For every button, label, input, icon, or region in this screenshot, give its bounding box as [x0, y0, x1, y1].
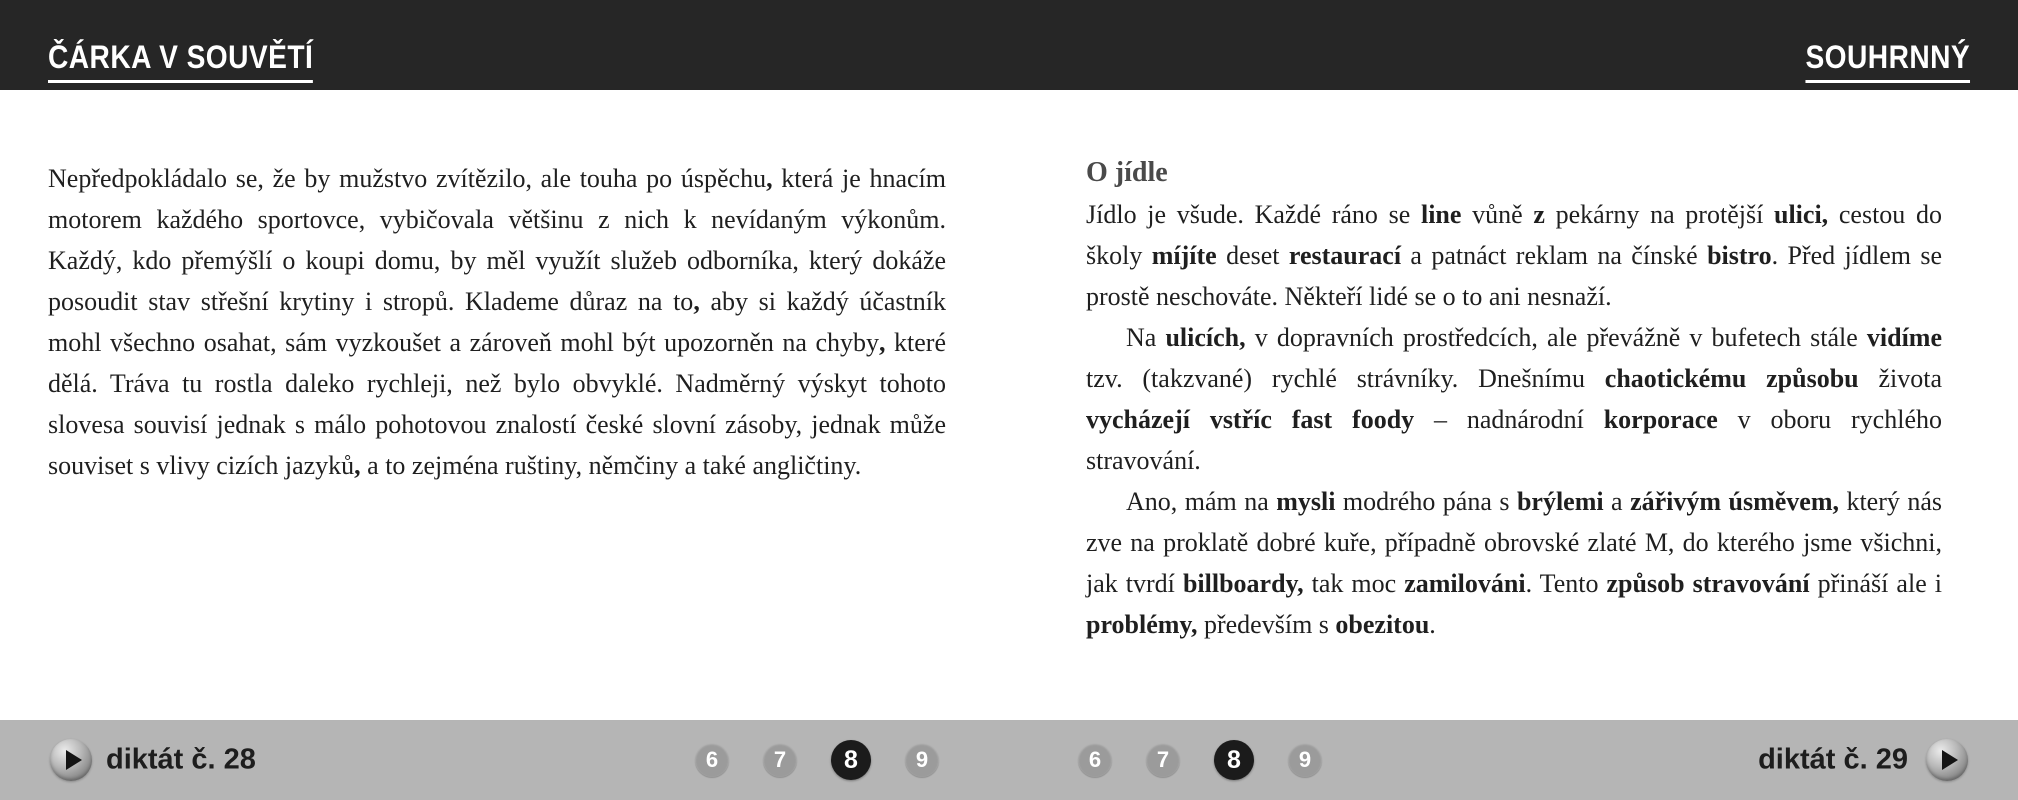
header-left-title: ČÁRKA V SOUVĚTÍ	[48, 39, 313, 83]
play-icon	[1942, 750, 1958, 770]
play-button-left[interactable]	[50, 739, 92, 781]
page-button-6[interactable]: 6	[695, 743, 729, 777]
diktat-label-left: diktát č. 28	[106, 743, 256, 776]
footer-bar	[0, 720, 2018, 800]
right-page-text	[1086, 152, 1942, 645]
left-page-paragraph: Nepředpokládalo se, že by mužstvo zvítězilo, ale touha po úspěchu, která je hnacím motorem každého sportovce, vybičovala většinu z nich k nevídaným výkonům. Každý, kdo přemýšlí o koupi domu, by měl využít služeb odborníka, který dokáže posoudit stav střešní krytiny i stropů. Klademe důraz na to, aby si každý účastník mohl všechno osahat, sám vyzkoušet a zároveň mohl být upozorněn na chyby, které dělá. Tráva tu rostla daleko rychleji, než bylo obvyklé. Nadměrný výskyt tohoto slovesa souvisí jednak s málo pohotovou znalostí české slovní zásoby, jednak může souviset s vlivy cizích jazyků, a to zejména ruštiny, němčiny a také angličtiny.	[48, 164, 946, 480]
play-icon	[66, 750, 82, 770]
right-page-paragraph-2: Na ulicích, v dopravních prostředcích, ale převážně v bufetech stále vidíme tzv. (takzvané) rychlé strávníky. Dnešnímu chaotickému způsobu života vycházejí vstříc fast foody – nadnárodní korporace v oboru rychlého stravování.	[1086, 323, 1942, 475]
header-right-title: SOUHRNNÝ	[1805, 39, 1970, 83]
page-button-8-active[interactable]: 8	[1214, 740, 1254, 780]
pager-right	[1078, 720, 1322, 800]
page-button-7[interactable]: 7	[763, 743, 797, 777]
page-button-6[interactable]: 6	[1078, 743, 1112, 777]
section-heading: O jídle	[1086, 157, 1168, 188]
pager-left	[695, 720, 939, 800]
right-page-paragraph-1: Jídlo je všude. Každé ráno se line vůně z pekárny na protější ulici, cestou do školy míjíte deset restaurací a patnáct reklam na čínské bistro. Před jídlem se prostě neschováte. Někteří lidé se o to ani nesnaží.	[1086, 200, 1942, 311]
right-page-paragraph-3: Ano, mám na mysli modrého pána s brýlemi a zářivým úsměvem, který nás zve na proklatě dobré kuře, případně obrovské zlaté M, do kterého jsme všichni, jak tvrdí billboardy, tak moc zamilováni. Tento způsob stravování přináší ale i problémy, především s obezitou.	[1086, 487, 1942, 639]
diktat-label-right: diktát č. 29	[1758, 743, 1908, 776]
page-button-8-active[interactable]: 8	[831, 740, 871, 780]
page-button-7[interactable]: 7	[1146, 743, 1180, 777]
left-page-text	[48, 158, 946, 486]
content-area	[0, 90, 2018, 720]
play-button-right[interactable]	[1926, 739, 1968, 781]
page-button-9[interactable]: 9	[1288, 743, 1322, 777]
page-button-9[interactable]: 9	[905, 743, 939, 777]
header-bar	[0, 0, 2018, 90]
